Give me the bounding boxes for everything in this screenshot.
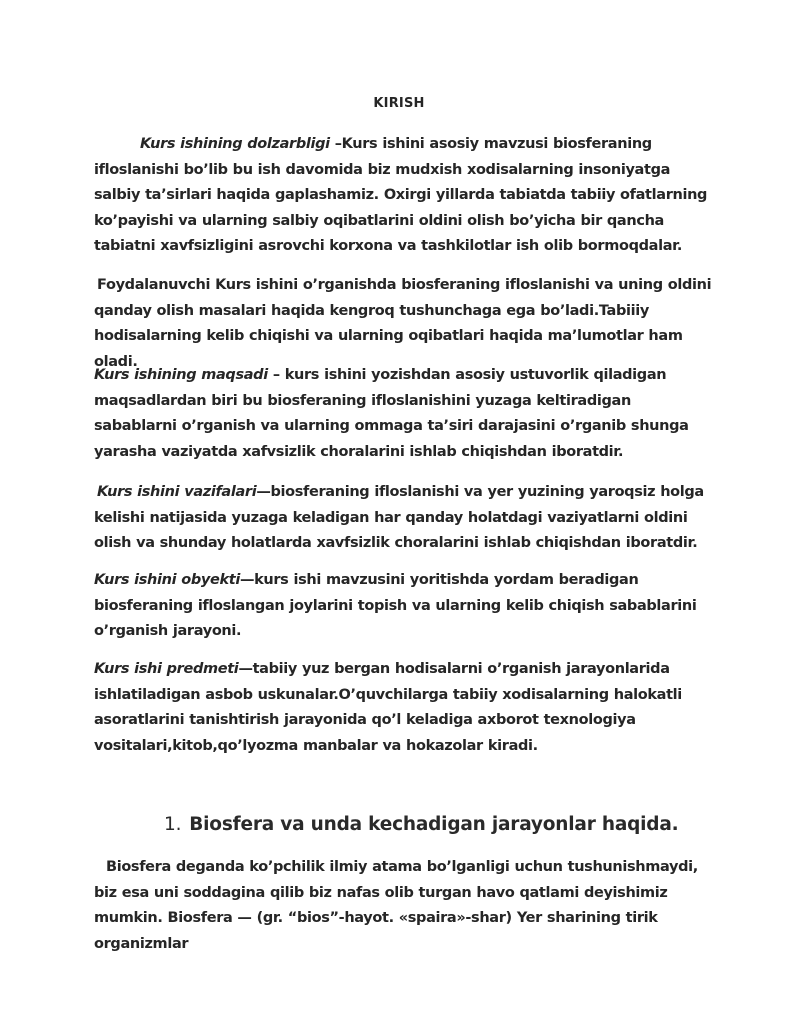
paragraph-text: —kurs ishi mavzusini yoritishda yordam beradigan biosferaning ifloslangan joylarini topish va ularning kelib chiqish sabablarini o’rganish jarayoni. — [94, 572, 697, 639]
paragraph-lead: Kurs ishining maqsadi — [94, 367, 268, 383]
document-title: KIRISH — [373, 96, 425, 111]
section-heading — [164, 814, 724, 835]
paragraph-object — [94, 568, 714, 645]
paragraph-biosphere — [94, 855, 714, 957]
paragraph-text: —tabiiy yuz bergan hodisalarni o’rganish jarayonlarida ishlatiladigan asbob uskunalar.O’quvchilarga tabiiy xodisalarning halokatli asoratlarini tanishtirish jarayonida qo’l keladiga axborot texnologiya vositalari,kitob,qo’lyozma manbalar va hokazolar kiradi. — [94, 661, 682, 754]
paragraph-user — [94, 273, 714, 375]
paragraph-text: –Kurs ishini asosiy mavzusi biosferaning ifloslanishi bo’lib bu ish davomida biz mudxish xodisalarning insoniyatga salbiy ta’sirlari haqida gaplashamiz. Oxirgi yillarda tabiatda tabiiy ofatlarning ko’payishi va ularning salbiy oqibatlarini oldini olish bo’yicha bir qancha tabiatni xavfsizligini asrovchi korxona va tashkilotlar ish olib bormoqdalar. — [94, 136, 708, 254]
paragraph-text: Biosfera deganda ko’pchilik ilmiy atama bo’lganligi uchun tushunishmaydi, biz esa uni soddagina qilib biz nafas olib turgan havo qatlami deyishimiz mumkin. Biosfera — (gr. “bios”-hayot. «spaira»-shar) Yer sharining tirik organizmlar — [94, 859, 698, 952]
paragraph-text: Foydalanuvchi Kurs ishini o’rganishda biosferaning ifloslanishi va uning oldini qanday olish masalari haqida kengroq tushunchaga ega bo’ladi.Tabiiiy hodisalarning kelib chiqishi va ularning oqibatlari haqida ma’lumotlar ham oladi. — [94, 277, 712, 370]
paragraph-relevance — [94, 132, 714, 260]
paragraph-goal — [94, 363, 714, 465]
paragraph-tasks — [94, 480, 714, 557]
paragraph-lead: Kurs ishining dolzarbligi — [140, 136, 330, 152]
section-number: 1. — [164, 814, 182, 835]
section-heading-text: Biosfera va unda kechadigan jarayonlar haqida. — [189, 814, 679, 835]
paragraph-lead: Kurs ishi predmeti — [94, 661, 239, 677]
paragraph-text: – kurs ishini yozishdan asosiy ustuvorlik qiladigan maqsadlardan biri bu biosferaning ifloslanishini yuzaga keltiradigan sabablarni o’rganish va ularning ommaga ta’siri darajasini o’rganib shunga yarasha vaziyatda xafvsizlik choralarini ishlab chiqishdan iboratdir. — [94, 367, 689, 460]
paragraph-text: —biosferaning ifloslanishi va yer yuzining yaroqsiz holga kelishi natijasida yuzaga keladigan har qanday holatdagi vaziyatlarni oldini olish va shunday holatlarda xavfsizlik choralarini ishlab chiqishdan iboratdir. — [94, 484, 704, 551]
paragraph-lead: Kurs ishini obyekti — [94, 572, 240, 588]
paragraph-lead: Kurs ishini vazifalari — [97, 484, 257, 500]
paragraph-subject — [94, 657, 714, 759]
